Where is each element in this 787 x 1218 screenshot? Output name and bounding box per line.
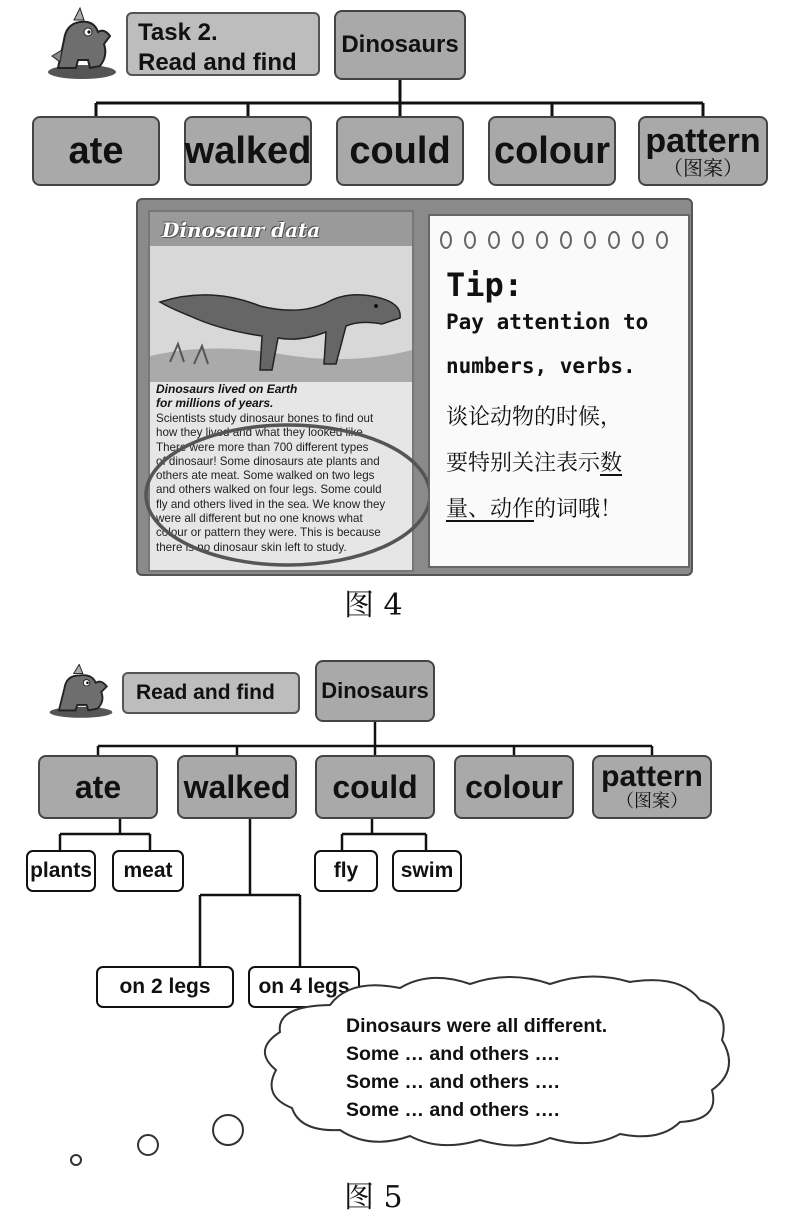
card-heading-line: for millions of years. (156, 396, 274, 410)
card-body-line: colour or pattern they were. This is because (156, 526, 381, 540)
leaf-label: plants (30, 859, 92, 882)
branch-label: pattern (601, 760, 703, 793)
card-body-line: others ate meat. Some walked on two legs (156, 469, 375, 483)
root-node-dinosaurs (315, 660, 435, 722)
figure-caption: 图 5 (344, 1180, 403, 1215)
branch-node-walked (177, 755, 297, 819)
card-body-line: there is no dinosaur skin left to study. (156, 540, 347, 554)
root-node-dinosaurs (334, 10, 466, 80)
tip-text: 要特别关注表示 (446, 451, 601, 476)
branch-sublabel: （图案） (616, 791, 688, 812)
branch-node-pattern (638, 116, 768, 186)
leaf-node-meat (112, 850, 184, 892)
card-body-line: There were more than 700 different types (156, 440, 369, 454)
task-label (126, 12, 320, 76)
branch-label: ate (74, 768, 122, 805)
figure-caption: 图 4 (344, 588, 403, 623)
branch-label: walked (183, 768, 291, 805)
tip-line: Pay attention to (446, 310, 649, 334)
textbook-panel (136, 198, 693, 576)
card-body-line: were all different but no one knows what (156, 512, 363, 526)
branch-node-ate (32, 116, 160, 186)
root-node-label: Dinosaurs (321, 678, 429, 703)
branch-node-colour (454, 755, 574, 819)
tip-line (446, 446, 622, 477)
cloud-line: Dinosaurs were all different. (346, 1015, 608, 1037)
leaf-node-swim (392, 850, 462, 892)
dinosaur-mascot-icon (44, 6, 120, 82)
dinosaur-mascot-icon (46, 664, 116, 720)
branch-label: could (349, 129, 451, 172)
branch-label: pattern (645, 122, 761, 160)
cloud-line: Some … and others …. (346, 1071, 560, 1093)
branch-node-ate (38, 755, 158, 819)
branch-label: ate (68, 129, 124, 172)
tip-line: numbers, verbs. (446, 354, 636, 378)
root-node-label: Dinosaurs (341, 31, 459, 58)
tip-text: 的词哦！ (534, 497, 623, 522)
card-body-line: how they lived and what they looked like. (156, 426, 367, 440)
task-number: Task 2. (138, 19, 218, 46)
leaf-label: swim (400, 859, 454, 882)
branch-node-walked (184, 116, 312, 186)
branch-label: walked (184, 129, 312, 172)
card-body-line: of dinosaur! Some dinosaurs ate plants and (156, 454, 380, 468)
branch-node-pattern (592, 755, 712, 819)
tip-emphasis: 数 (600, 451, 623, 476)
task-label (122, 672, 300, 714)
card-body-line: Scientists study dinosaur bones to find out (156, 412, 374, 425)
tip-line: 谈论动物的时候， (446, 405, 623, 430)
card-title: Dinosaur data (162, 218, 321, 242)
tip-line (446, 492, 622, 523)
task-instruction: Read and find (138, 49, 297, 76)
branch-label: colour (465, 768, 563, 805)
thought-cloud-text (346, 1012, 607, 1124)
branch-node-could (336, 116, 464, 186)
cloud-line: Some … and others …. (346, 1043, 560, 1065)
leaf-label: on 2 legs (119, 975, 211, 998)
branch-label: could (332, 768, 418, 805)
card-body-line: and others walked on four legs. Some could (156, 483, 382, 497)
branch-label: colour (493, 129, 611, 172)
card-heading-line: Dinosaurs lived on Earth (156, 382, 298, 396)
tip-title: Tip: (446, 266, 524, 304)
branch-node-could (315, 755, 435, 819)
branch-sublabel: （图案） (663, 156, 743, 180)
card-body-line: fly and others lived in the sea. We know they (156, 497, 386, 511)
leaf-label: meat (123, 859, 173, 882)
leaf-label: on 4 legs (258, 975, 350, 998)
tip-notepad (428, 214, 690, 568)
leaf-node-fly (314, 850, 378, 892)
task-instruction: Read and find (136, 681, 275, 704)
tip-emphasis: 量、动作 (446, 497, 535, 522)
leaf-label: fly (333, 859, 359, 882)
leaf-node-plants (26, 850, 96, 892)
cloud-line: Some … and others …. (346, 1099, 560, 1121)
branch-node-colour (488, 116, 616, 186)
spiral-binding-icon (430, 214, 688, 254)
